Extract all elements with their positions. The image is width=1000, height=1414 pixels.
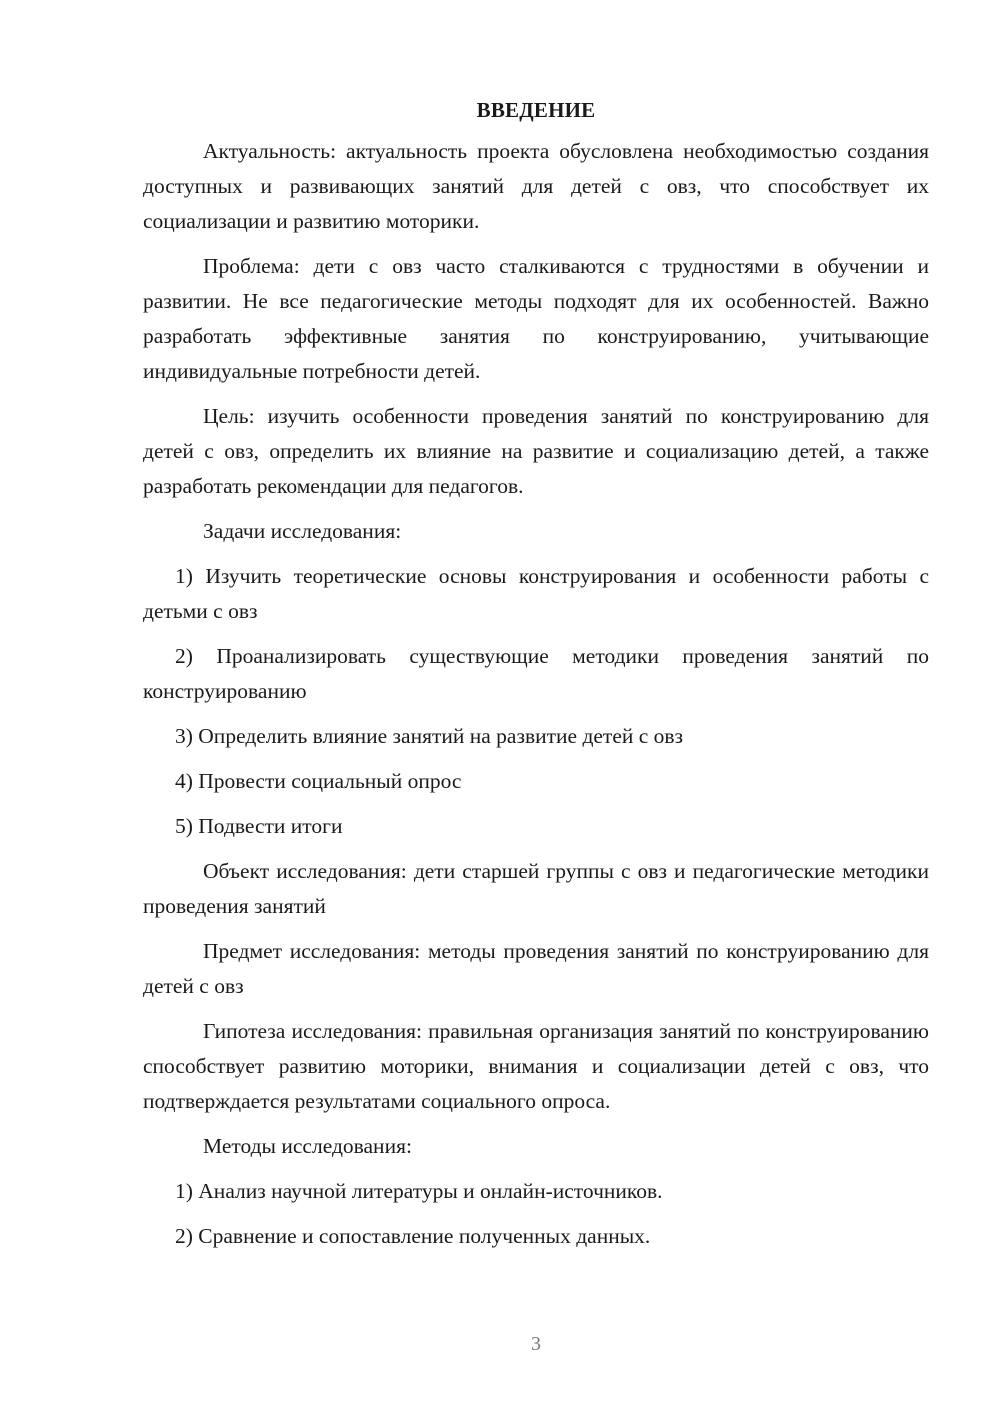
problem-paragraph: Проблема: дети с овз часто сталкиваются с трудностями в обучении и развитии. Не все педагогические методы подходят для их особенностей. Важно разработать эффективные занятия по конструированию, учитывающие индивидуальные потребности детей. — [143, 254, 929, 383]
task-item-4: 4) Провести социальный опрос — [175, 769, 462, 793]
task-item-3: 3) Определить влияние занятий на развитие детей с овз — [175, 724, 684, 748]
relevance-paragraph: Актуальность: актуальность проекта обусловлена необходимостью создания доступных и развивающих занятий для детей с овз, что способствует их социализации и развитию моторики. — [143, 139, 929, 233]
goal-paragraph: Цель: изучить особенности проведения занятий по конструированию для детей с овз, определить их влияние на развитие и социализацию детей, а также разработать рекомендации для педагогов. — [143, 404, 929, 498]
tasks-heading: Задачи исследования: — [203, 519, 402, 543]
task-item-2: 2) Проанализировать существующие методики проведения занятий по конструированию — [143, 644, 929, 703]
page-number: 3 — [531, 1333, 541, 1355]
method-item-2: 2) Сравнение и сопоставление полученных данных. — [175, 1224, 651, 1248]
document-page — [143, 92, 929, 1254]
hypothesis-paragraph: Гипотеза исследования: правильная организация занятий по конструированию способствует развитию моторики, внимания и социализации детей с овз, что подтверждается результатами социального опроса. — [143, 1019, 929, 1113]
page-title: ВВЕДЕНИЕ — [476, 98, 596, 122]
task-item-1: 1) Изучить теоретические основы конструирования и особенности работы с детьми с овз — [143, 564, 929, 623]
object-paragraph: Объект исследования: дети старшей группы с овз и педагогические методики проведения занятий — [143, 859, 929, 918]
methods-heading: Методы исследования: — [203, 1134, 412, 1158]
task-item-5: 5) Подвести итоги — [175, 814, 343, 838]
subject-paragraph: Предмет исследования: методы проведения занятий по конструированию для детей с овз — [143, 939, 929, 998]
method-item-1: 1) Анализ научной литературы и онлайн-источников. — [175, 1179, 663, 1203]
